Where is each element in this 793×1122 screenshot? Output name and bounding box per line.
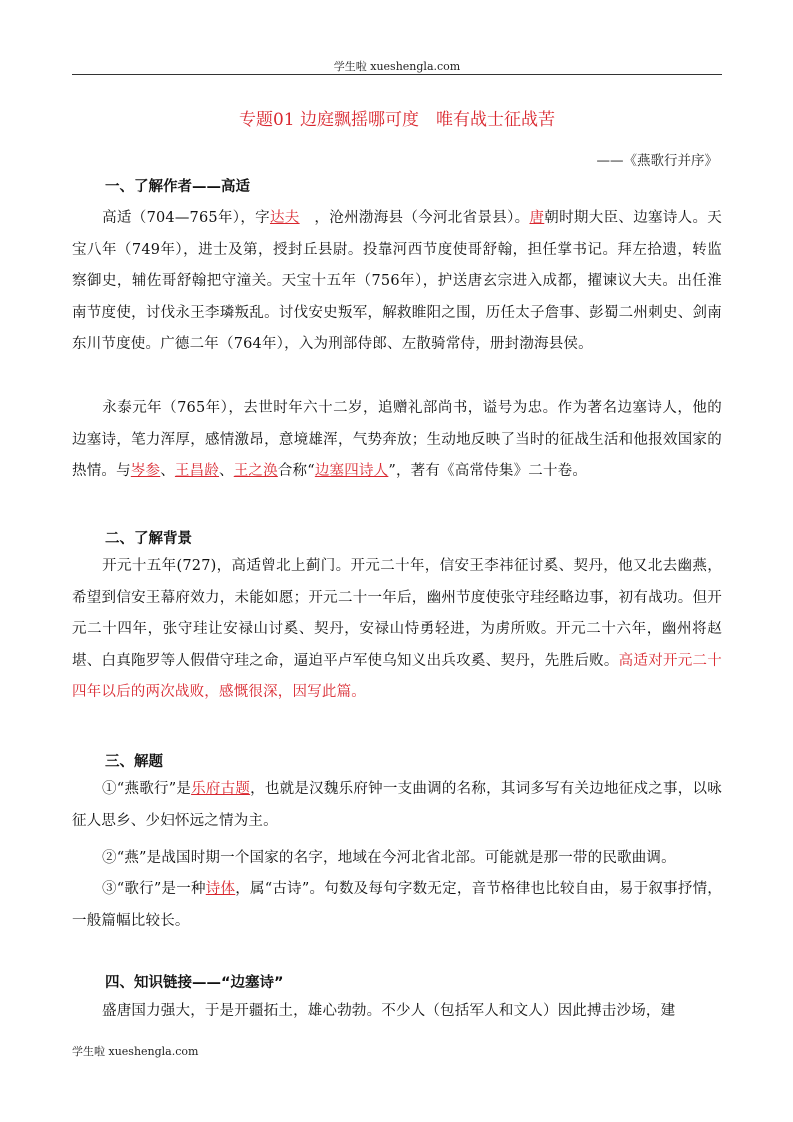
explanation-item-1: [72, 774, 722, 837]
text-run: ，属“古诗”。句数及每句字数无定，音节格律也比较自由，易于叙事抒情，一般篇幅比较长。: [72, 881, 723, 929]
text-run: ”，著有《高常侍集》二十卷。: [388, 463, 588, 479]
keyword-yuefu: 乐府古题: [191, 781, 251, 797]
keyword-four-frontier-poets: 边塞四诗人: [314, 463, 389, 479]
text-run: ③“歌行”是一种: [102, 881, 206, 897]
page-footer: 学生啦 xueshengla.com: [72, 1045, 199, 1058]
author-paragraph-1: [72, 203, 722, 361]
document-subtitle: ——《燕歌行并序》: [596, 153, 718, 169]
document-title: 专题01 边庭飘摇哪可度 唯有战士征战苦: [238, 110, 556, 130]
text-run: 合称“: [277, 463, 315, 479]
section-heading-title-explanation: 三、解题: [105, 754, 163, 770]
text-run: 朝时期大臣、边塞诗人。天宝八年（749年），进士及第，授封丘县尉。投靠河西节度使哥舒翰，担任掌书记。拜左拾遗，转监察御史，辅佐哥舒翰把守潼关。天宝十五年（756年），护送唐玄宗进入成都，擢谏议大夫。出任淮南节度使，讨伐永王李璘叛乱。讨伐安史叛军，解救睢阳之围，历任太子詹事、彭蜀二州刺史、剑南东川节度使。广德二年（764年），入为刑部侍郎、左散骑常侍，册封渤海县侯。: [72, 210, 723, 352]
keyword-dafu: 达夫: [269, 210, 300, 226]
keyword-cen-shen: 岑参: [130, 463, 161, 479]
page-header: 学生啦 xueshengla.com: [333, 60, 461, 73]
text-run: ①“燕歌行”是: [102, 781, 192, 797]
explanation-item-2: [72, 843, 722, 875]
keyword-wang-zhihuan: 王之涣: [233, 463, 278, 479]
explanation-item-3: [72, 874, 722, 937]
keyword-wang-changling: 王昌龄: [174, 463, 220, 479]
text-run: 、: [219, 463, 234, 479]
knowledge-paragraph: [72, 996, 722, 1028]
text-run: 开元十五年(727)，高适曾北上蓟门。开元二十年，信安王李祎征讨奚、契丹，他又北去幽燕，希望到信安王幕府效力，未能如愿；开元二十一年后，幽州节度使张守珪经略边事，初有战功。但开元二十四年，张守珪让安禄山讨奚、契丹，安禄山恃勇轻进，为虏所败。开元二十六年，幽州将赵堪、白真陁罗等人假借守珪之命，逼迫平卢军使乌知义出兵攻奚、契丹，先胜后败。: [72, 558, 722, 669]
section-heading-knowledge-link: 四、知识链接——“边塞诗”: [105, 975, 284, 991]
text-run: 高适（704—765年），字: [102, 210, 270, 226]
section-heading-author: 一、了解作者——高适: [105, 179, 250, 195]
text-run: ②“燕”是战国时期一个国家的名字，地域在今河北省北部。可能就是那一带的民歌曲调。: [102, 850, 676, 866]
text-run: 盛唐国力强大，于是开疆拓土，雄心勃勃。不少人（包括军人和文人）因此搏击沙场，建: [102, 1003, 676, 1019]
highlight-sentence: 高适对开元二十四年以后的两次战败，感慨很深，因写此篇。: [72, 652, 722, 700]
section-heading-background: 二、了解背景: [105, 531, 192, 547]
author-paragraph-2: [72, 393, 722, 488]
text-run: 、: [160, 463, 175, 479]
keyword-tang: 唐: [529, 210, 545, 226]
background-paragraph: [72, 551, 722, 709]
text-run: 永泰元年（765年），去世时年六十二岁，追赠礼部尚书，谥号为忠。作为著名边塞诗人，他的边塞诗，笔力浑厚，感情激昂，意境雄浑，气势奔放；生动地反映了当时的征战生活和他报效国家的热情。与: [72, 400, 722, 479]
keyword-poetic-form: 诗体: [205, 881, 236, 897]
header-divider: [72, 74, 722, 75]
text-run: ，沧州渤海县（今河北省景县）。: [299, 210, 530, 226]
text-run: ，也就是汉魏乐府钟一支曲调的名称，其词多写有关边地征戍之事，以咏征人思乡、少妇怀远之情为主。: [72, 781, 722, 829]
